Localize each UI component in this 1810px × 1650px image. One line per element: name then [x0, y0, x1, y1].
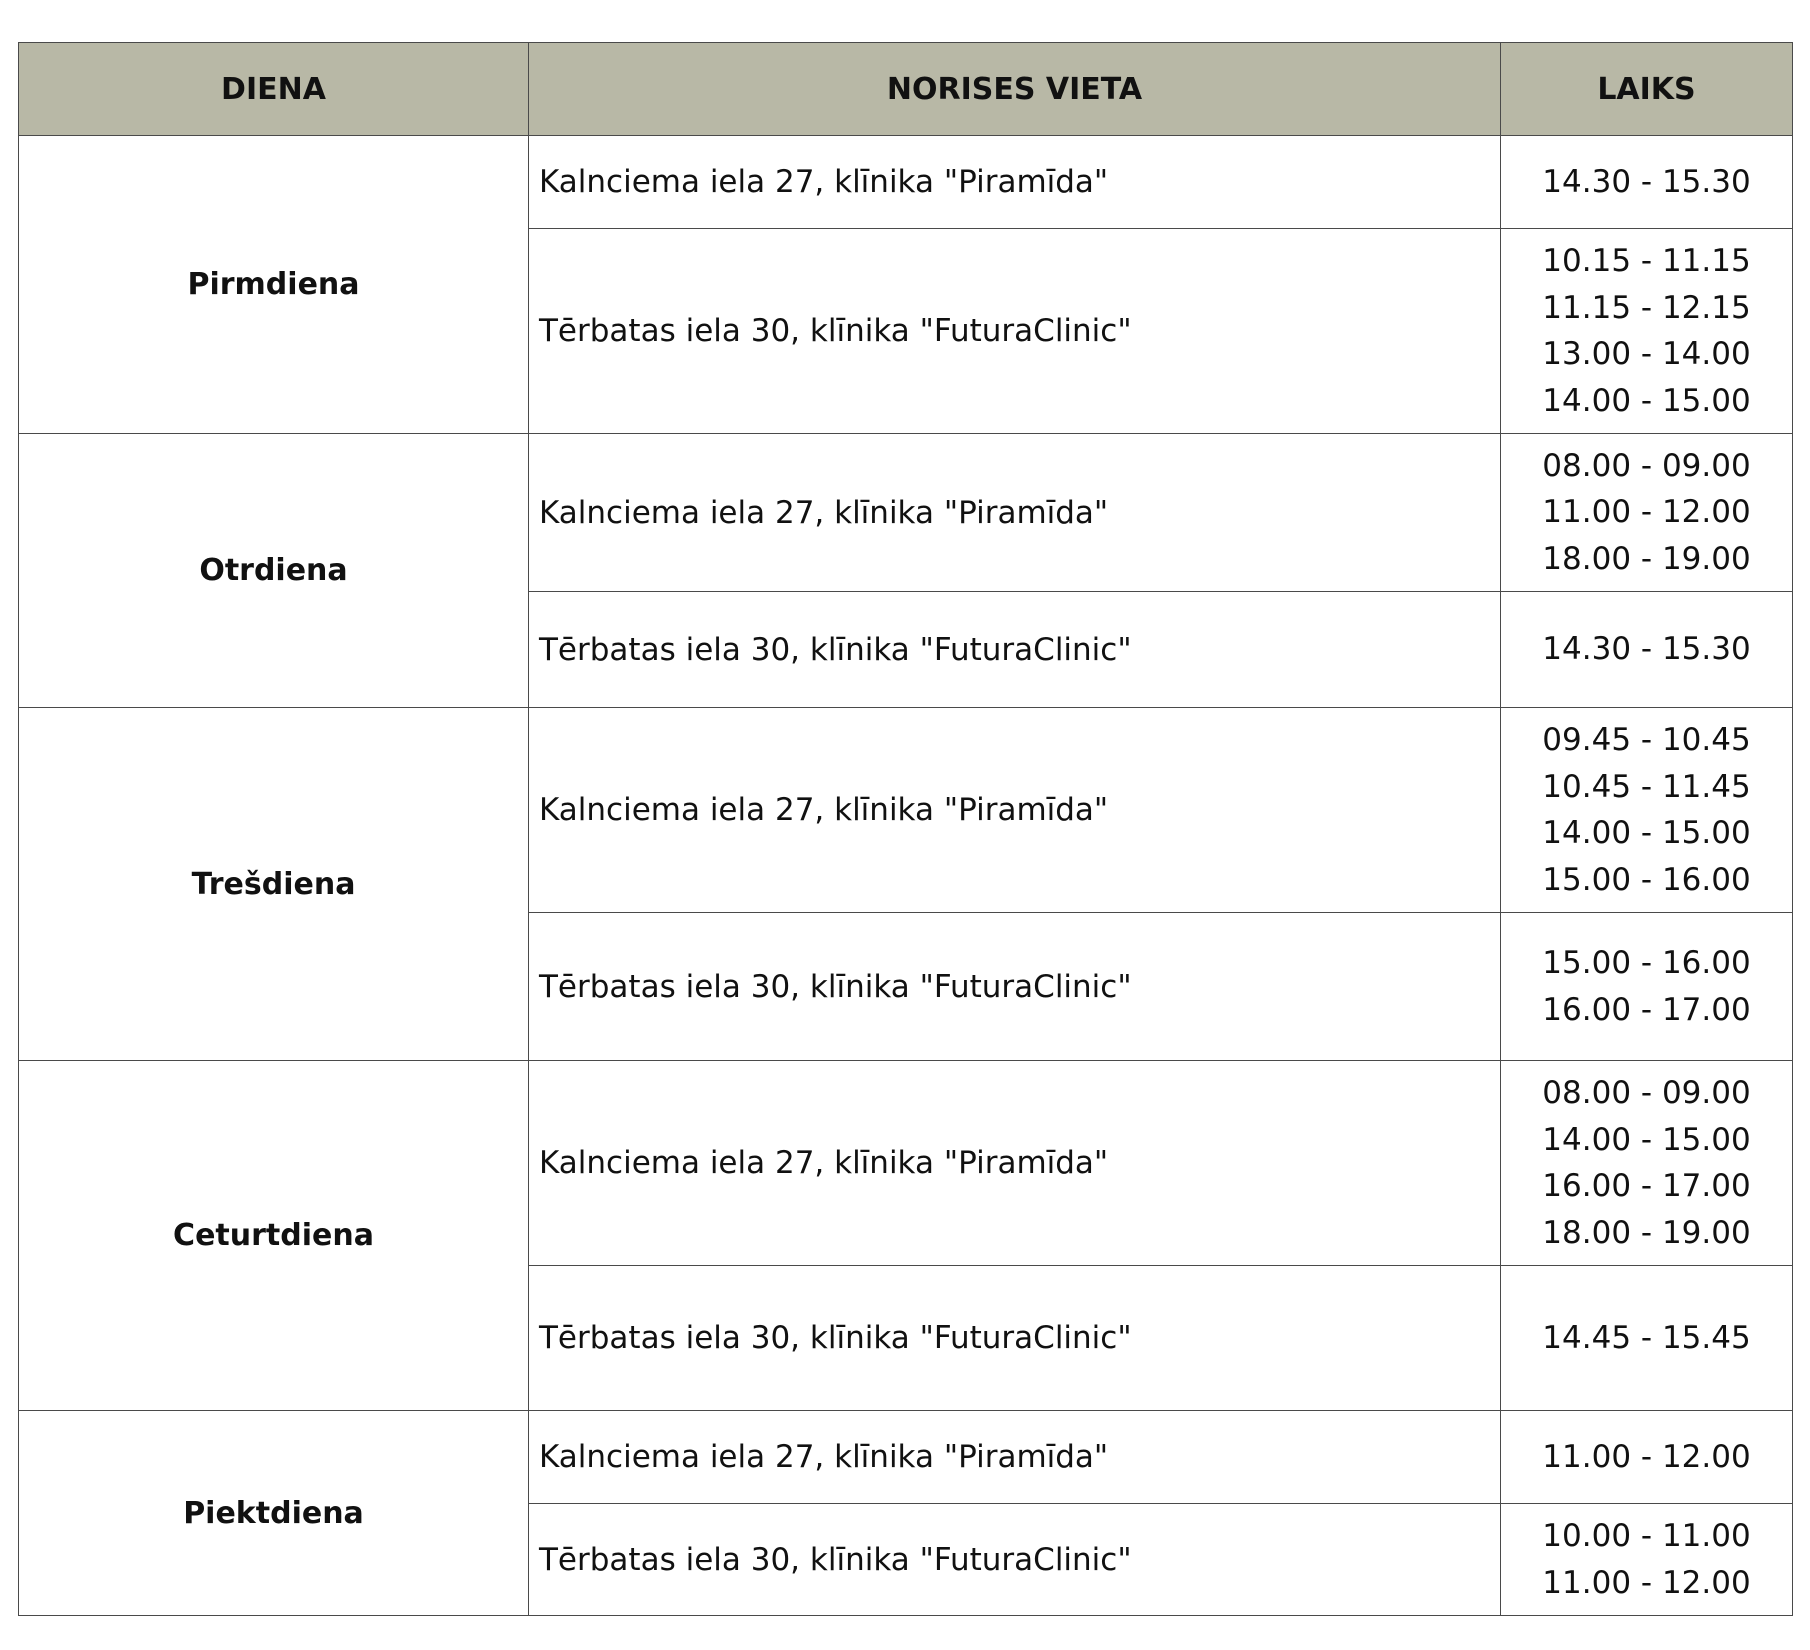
time-slot: 13.00 - 14.00 — [1542, 336, 1751, 372]
time-slot: 18.00 - 19.00 — [1542, 1214, 1751, 1251]
schedule-row — [19, 1411, 1793, 1504]
day-name: Otrdiena — [19, 434, 529, 708]
day-name: Ceturtdiena — [19, 1061, 529, 1411]
day-name: Pirmdiena — [19, 136, 529, 434]
location-cell: Tērbatas iela 30, klīnika "FuturaClinic" — [529, 229, 1501, 434]
time-slot: 11.00 - 12.00 — [1542, 1438, 1751, 1475]
schedule-row — [19, 136, 1793, 229]
time-slot: 14.00 - 15.00 — [1542, 382, 1751, 419]
location-cell: Tērbatas iela 30, klīnika "FuturaClinic" — [529, 1266, 1501, 1411]
time-slot: 10.00 - 11.00 — [1542, 1518, 1751, 1554]
time-cell — [1501, 136, 1793, 229]
time-cell — [1501, 229, 1793, 434]
time-slot: 18.00 - 19.00 — [1542, 540, 1751, 577]
header-day: DIENA — [19, 43, 529, 136]
time-slot: 09.45 - 10.45 — [1542, 722, 1751, 758]
time-slot: 14.30 - 15.30 — [1542, 163, 1751, 200]
schedule-body — [19, 136, 1793, 1616]
time-cell — [1501, 1411, 1793, 1504]
time-cell — [1501, 913, 1793, 1061]
time-slot: 15.00 - 16.00 — [1542, 945, 1751, 981]
time-cell — [1501, 708, 1793, 913]
time-slot: 14.00 - 15.00 — [1542, 1121, 1751, 1158]
day-name: Trešdiena — [19, 708, 529, 1061]
location-cell: Tērbatas iela 30, klīnika "FuturaClinic" — [529, 1504, 1501, 1616]
time-slot: 14.00 - 15.00 — [1542, 815, 1751, 851]
time-slot: 11.15 - 12.15 — [1542, 289, 1751, 326]
location-cell: Kalnciema iela 27, klīnika "Piramīda" — [529, 434, 1501, 592]
schedule-row — [19, 434, 1793, 592]
time-slot: 11.00 - 12.00 — [1542, 494, 1751, 531]
time-slot: 10.15 - 11.15 — [1542, 243, 1751, 279]
location-cell: Kalnciema iela 27, klīnika "Piramīda" — [529, 136, 1501, 229]
time-slot: 14.30 - 15.30 — [1542, 631, 1751, 668]
time-slot: 15.00 - 16.00 — [1542, 861, 1751, 898]
time-cell — [1501, 1061, 1793, 1266]
schedule-row — [19, 1061, 1793, 1266]
location-cell: Kalnciema iela 27, klīnika "Piramīda" — [529, 1411, 1501, 1504]
location-cell: Kalnciema iela 27, klīnika "Piramīda" — [529, 1061, 1501, 1266]
header-time: LAIKS — [1501, 43, 1793, 136]
time-slot: 08.00 - 09.00 — [1542, 1075, 1751, 1111]
time-slot: 10.45 - 11.45 — [1542, 768, 1751, 805]
location-cell: Tērbatas iela 30, klīnika "FuturaClinic" — [529, 592, 1501, 708]
schedule-row — [19, 708, 1793, 913]
day-name: Piektdiena — [19, 1411, 529, 1616]
time-slot: 16.00 - 17.00 — [1542, 991, 1751, 1028]
location-cell: Kalnciema iela 27, klīnika "Piramīda" — [529, 708, 1501, 913]
time-slot: 08.00 - 09.00 — [1542, 447, 1751, 484]
time-cell — [1501, 434, 1793, 592]
time-cell — [1501, 592, 1793, 708]
header-place: NORISES VIETA — [529, 43, 1501, 136]
time-cell — [1501, 1504, 1793, 1616]
time-slot: 16.00 - 17.00 — [1542, 1168, 1751, 1204]
schedule-table — [18, 42, 1793, 1616]
header-row — [19, 43, 1793, 136]
time-slot: 14.45 - 15.45 — [1542, 1319, 1751, 1356]
time-cell — [1501, 1266, 1793, 1411]
location-cell: Tērbatas iela 30, klīnika "FuturaClinic" — [529, 913, 1501, 1061]
time-slot: 11.00 - 12.00 — [1542, 1564, 1751, 1601]
